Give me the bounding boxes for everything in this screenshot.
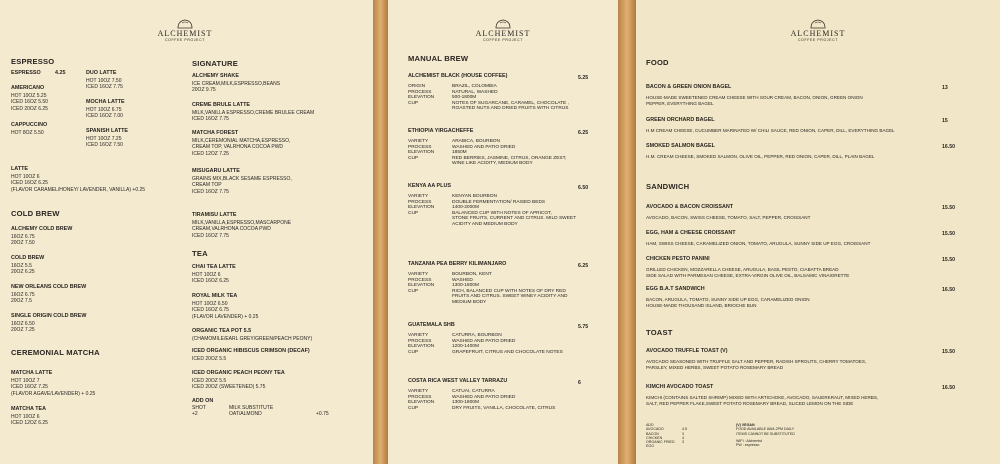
detail-row — [408, 106, 569, 112]
food-item-price: 15.50 — [942, 205, 955, 211]
item-sizes: ICED 20OZ 5.5 ICED 20OZ (SWEETENED) 5.75 — [192, 378, 266, 391]
detail-value: 1200-1400M — [452, 344, 479, 349]
addon-milk-price: +0.75 — [316, 411, 329, 417]
item-cappuccino: CAPPUCCINO — [11, 122, 48, 128]
legend-key: ORGANIC FRIED — [646, 440, 675, 445]
detail-value: STONE FRUITS, CURRENT AND CITRUS. MILD SWEET — [452, 216, 577, 221]
food-item-name: AVOCADO & BACON CROISSANT — [646, 204, 734, 210]
coffee-details — [408, 272, 567, 305]
detail-key: PROCESS — [408, 199, 432, 205]
detail-value: FRUITS AND CITRUS. SWEET WINEY ACIDITY AND — [452, 294, 568, 299]
legend-key: BACON — [646, 431, 659, 436]
item-spanish-latte-sizes: HOT 10OZ 7.25 ICED 16OZ 7.50 — [86, 136, 123, 149]
item-americano-sizes: HOT 10OZ 5.25 ICED 16OZ 5.50 ICED 20OZ 6.25 — [11, 93, 48, 112]
item-sizes: HOT 10OZ 6 ICED 12OZ 6.25 — [11, 414, 48, 427]
coffee-cup-icon — [175, 18, 195, 29]
detail-key: VARIETY — [408, 139, 429, 144]
detail-key: ELEVATION — [408, 205, 435, 210]
detail-value: WINE LIKE ACIDITY, MEDIUM BODY — [452, 161, 533, 166]
detail-key: PROCESS — [408, 277, 432, 283]
addon-milk: MILK SUBSTITUTE OAT/ALMOND — [229, 405, 274, 418]
wood-divider — [618, 0, 636, 464]
food-item-price: 13 — [942, 85, 948, 91]
coffee-name: KENYA AA PLUS — [408, 183, 451, 189]
section-title-sandwich: SANDWICH — [646, 182, 690, 191]
coffee-name: ALCHEMIST BLACK (HOUSE COFFEE) — [408, 73, 508, 79]
section-title-matcha: CEREMONIAL MATCHA — [11, 348, 100, 357]
item-sizes: 16OZ 6.75 20OZ 7.50 — [11, 234, 35, 247]
desc-line: H.M. CREAM CHEESE, SMOKED SALMON, OLIVE OIL, PEPPER, RED ONION, CAPER, DILL, PLAIN BAGEL — [646, 154, 875, 159]
item-sizes: HOT 10OZ 6.50 ICED 16OZ 6.75 (FLAVOR LAVENDER) + 0.25 — [192, 301, 259, 320]
detail-key: CUP — [408, 155, 419, 161]
item-new-orleans-cold-brew: NEW ORLEANS COLD BREW — [11, 284, 87, 290]
item-alchemy-shake: ALCHEMY SHAKE — [192, 73, 239, 79]
item-latte: LATTE — [11, 166, 28, 172]
legend-price: 3 — [682, 431, 684, 436]
addon-title: ADD ON — [192, 398, 214, 404]
coffee-name: ETHIOPIA YIRGACHEFFE — [408, 128, 474, 134]
desc-line: AVOCADO, BACON, SWISS CHEESE, TOMATO, SALT, PEPPER, CROISSANT — [646, 215, 811, 220]
legend-row — [646, 444, 687, 448]
item-desc: GRAINS MIX,BLACK SESAME ESPRESSO, CREAM TOP ICED 16OZ 7.75 — [192, 176, 292, 195]
brand-logo — [130, 18, 240, 42]
menu-page-food — [636, 0, 1000, 464]
detail-key: VARIETY — [408, 272, 429, 277]
item-duo-latte-sizes: HOT 10OZ 7.50 ICED 16OZ 7.75 — [86, 78, 123, 91]
desc-line: PEPPER, EVERYTHING BAGEL — [646, 100, 714, 106]
food-item-name: KIMCHI AVOCADO TOAST — [646, 384, 714, 390]
legend-key: EGG — [646, 444, 654, 449]
food-item-name: EGG B.A.T SANDWICH — [646, 286, 705, 292]
section-title-toast: TOAST — [646, 328, 673, 337]
coffee-price: 5.75 — [578, 324, 589, 330]
detail-value: WASHED AND PATIO DRIED — [452, 144, 516, 150]
detail-row — [408, 300, 567, 306]
food-item-name: CHICKEN PESTO PANINI — [646, 256, 710, 262]
addon-shot: SHOT +2 — [192, 405, 206, 418]
item-desc: (CHAMOMILE/EARL GREY/GREEN/PEACH PEONY) — [192, 336, 313, 342]
detail-value: 1300-1800M — [452, 283, 479, 288]
legend-price: 4 — [682, 435, 684, 440]
item-duo-latte: DUO LATTE — [86, 70, 117, 76]
detail-value: ROASTED NUTS AND DRIED FRUITS WITH CITRUS — [452, 106, 569, 111]
desc-line: HOUSE-MADE SWEETENED CREAM CHEESE WITH SOUR CREAM, BACON, ONION, GREEN ONION — [646, 95, 863, 100]
detail-key: ELEVATION — [408, 95, 435, 100]
detail-value: CATURRA, BOURBON — [452, 333, 502, 338]
detail-value: WASHED AND PATIO DRIED — [452, 394, 516, 400]
detail-value: BALANCED CUP WITH NOTES OF APRICOT, — [452, 210, 552, 216]
detail-key: ELEVATION — [408, 344, 435, 349]
section-title-manual-brew: MANUAL BREW — [408, 54, 469, 63]
menu-page-drinks — [0, 0, 373, 464]
section-title-tea: TEA — [192, 249, 208, 258]
coffee-price: 6.25 — [578, 130, 589, 136]
detail-value: RICH, BALANCED CUP WITH NOTES OF DRY RED — [452, 288, 566, 294]
desc-line: KIMCHI (CONTAINS SALTED SHRIMP) MIXED WITH ARTICHOKE, AVOCADO, SAUERKRAUT, MIXED HERBS, — [646, 395, 879, 400]
food-item-desc — [646, 215, 810, 221]
wood-divider — [373, 0, 388, 464]
detail-key — [408, 106, 452, 112]
food-item-price: 16.50 — [942, 144, 955, 150]
item-alchemy-cold-brew: ALCHEMY COLD BREW — [11, 226, 73, 232]
food-item-desc — [646, 267, 849, 278]
item-creme-brule-latte: CREME BRULE LATTE — [192, 102, 250, 108]
item-sizes: HOT 10OZ 6 ICED 16OZ 6.25 — [192, 272, 229, 285]
legend-price: 4.5 — [682, 427, 687, 432]
detail-value: BRAZIL, COLOMBIA — [452, 84, 497, 89]
food-item-name: SMOKED SALMON BAGEL — [646, 143, 715, 149]
brand-name: ALCHEMIST — [790, 29, 846, 38]
detail-key: CUP — [408, 210, 419, 216]
coffee-details — [408, 84, 569, 112]
detail-value: 1400-2000M — [452, 205, 479, 210]
detail-value: ACIDITY AND MEDIUM BODY — [452, 221, 518, 227]
brand-name: ALCHEMIST — [475, 29, 531, 38]
detail-key: ELEVATION — [408, 283, 435, 288]
detail-key — [408, 161, 452, 167]
coffee-price: 5.25 — [578, 75, 589, 81]
section-title-espresso: ESPRESSO — [11, 57, 55, 66]
item-sizes: 16OZ 6.50 20OZ 7.25 — [11, 321, 35, 334]
desc-line: SALT, RED PEPPER FLAKE,SWEET POTATO ROSEMARY BREAD, SLICED LEMON ON THE SIDE — [646, 400, 854, 406]
item-chai-tea-latte: CHAI TEA LATTE — [192, 264, 236, 270]
detail-key — [408, 300, 452, 306]
detail-key: CUP — [408, 349, 419, 355]
detail-value: 1850M — [452, 150, 467, 155]
food-item-name: AVOCADO TRUFFLE TOAST (V) — [646, 348, 728, 354]
detail-value: CATUAI, CATURRA — [452, 389, 495, 394]
item-hibiscus-crimson: ICED ORGANIC HIBISCUS CRIMSON (DECAF) — [192, 348, 310, 354]
coffee-name: GUATEMALA SHB — [408, 322, 455, 328]
food-item-name: GREEN ORCHARD BAGEL — [646, 117, 715, 123]
item-peach-peony-tea: ICED ORGANIC PEACH PEONY TEA — [192, 370, 285, 376]
item-spanish-latte: SPANISH LATTE — [86, 128, 129, 134]
coffee-price: 6 — [578, 380, 581, 386]
item-espresso-price: 4.25 — [55, 70, 66, 76]
detail-key: VARIETY — [408, 389, 429, 394]
coffee-cup-icon — [493, 18, 513, 29]
detail-key: VARIETY — [408, 194, 429, 199]
detail-key — [408, 222, 452, 228]
food-item-desc — [646, 297, 810, 308]
detail-value: 1300-1800M — [452, 400, 479, 405]
coffee-details — [408, 194, 576, 227]
item-espresso: ESPRESSO — [11, 70, 41, 76]
detail-value: DOUBLE FERMENTATION/ RAISED BEDS — [452, 199, 546, 205]
food-notes: (V) VEGAN FOOD AVAILABLE 8AM-2PM DAILY ITEMS CANNOT BE SUBSTITUTED WIFI : Alchemist PW : espresso — [736, 423, 795, 448]
desc-line: HAM, SWISS CHEESE, CARAMELIZED ONION, TOMATO, ARUGULA, SUNNY SIDE UP EGG, CROISSANT — [646, 241, 871, 246]
legend-key: AVOCADO — [646, 427, 664, 432]
food-item-name: BACON & GREEN ONION BAGEL — [646, 84, 732, 90]
item-desc: MILK,VANILLA,ESPRESSO,MASCARPONE CREAM,VALRHONA COCOA PWD ICED 16OZ 7.75 — [192, 220, 292, 239]
detail-key: CUP — [408, 405, 419, 411]
coffee-name: COSTA RICA WEST VALLEY TARRAZU — [408, 378, 508, 384]
item-cold-brew: COLD BREW — [11, 255, 45, 261]
desc-line: SIDE SALAD WITH PARMESAN CHEESE, EXTRA-VIRGIN OLIVE OIL, BALSAMIC VINAIGRETTE — [646, 272, 850, 278]
detail-value: GRAPEFRUIT, CITRUS AND CHOCOLATE NOTES — [452, 349, 563, 355]
desc-line: HOUSE-MADE THOUSAND ISLAND, BRIOCHE BUN — [646, 302, 757, 308]
brand-logo — [448, 18, 558, 42]
item-tiramisu-latte: TIRAMISU LATTE — [192, 212, 237, 218]
item-sizes: HOT 10OZ 7 ICED 16OZ 7.25 (FLAVOR AGAVE/LAVENDER) + 0.25 — [11, 378, 96, 397]
section-title-signature: SIGNATURE — [192, 59, 238, 68]
legend-key: ADD — [646, 423, 654, 427]
food-item-desc — [646, 241, 870, 247]
item-matcha-latte: MATCHA LATTE — [11, 370, 53, 376]
detail-key: ELEVATION — [408, 150, 435, 155]
food-item-desc — [646, 359, 866, 370]
item-latte-sizes: HOT 10OZ 6 ICED 16OZ 6.25 (FLAVOR CARAMEL/HONEY/ LAVENDER, VANILLA) +0.25 — [11, 174, 146, 193]
detail-value: DRY FRUITS, VANILLA, CHOCOLATE, CITRUS — [452, 405, 556, 411]
detail-key: CUP — [408, 100, 419, 106]
food-item-price: 16.50 — [942, 385, 955, 391]
coffee-price: 6.50 — [578, 185, 589, 191]
detail-key: PROCESS — [408, 144, 432, 150]
item-cappuccino-sizes: HOT 8OZ 5.50 — [11, 130, 44, 136]
coffee-price: 6.25 — [578, 263, 589, 269]
detail-value: RED BERRIES, JASMINE, CITRUS, ORANGE ZEST, — [452, 155, 567, 161]
food-item-desc — [646, 95, 863, 106]
item-mocha-latte-sizes: HOT 10OZ 6.75 ICED 16OZ 7.00 — [86, 107, 123, 120]
coffee-name: TANZANIA PEA BERRY KILIMANJARO — [408, 261, 507, 267]
brand-subtitle: COFFEE PROJECT — [165, 38, 205, 42]
detail-value: 500-1800M — [452, 95, 477, 100]
desc-line: H.M CREAM CHEESE, CUCUMBER MARINATED W/ CHILI SAUCE, RED ONION, CAPER, DILL, EVERYTHING BAGEL — [646, 128, 895, 133]
food-item-name: EGG, HAM & CHEESE CROISSANT — [646, 230, 736, 236]
detail-row — [408, 406, 555, 412]
food-item-price: 15.50 — [942, 349, 955, 355]
detail-key: ORIGIN — [408, 84, 426, 89]
item-desc: MILK,VANILLA ESPRESSO,CREME BRULEE CREAM ICED 16OZ 7.75 — [192, 110, 315, 123]
section-title-food: FOOD — [646, 58, 669, 67]
item-single-origin-cold-brew: SINGLE ORIGIN COLD BREW — [11, 313, 87, 319]
item-organic-tea-pot: ORGANIC TEA POT 5.5 — [192, 328, 252, 334]
menu-page-manual-brew — [388, 0, 618, 464]
item-matcha-tea: MATCHA TEA — [11, 406, 47, 412]
item-mocha-latte: MOCHA LATTE — [86, 99, 125, 105]
brand-subtitle: COFFEE PROJECT — [798, 38, 838, 42]
detail-value: WASHED — [452, 277, 473, 283]
desc-line: BACON, ARUGULA, TOMATO, SUNNY SIDE UP EGG, CARAMELIZED ONION — [646, 297, 810, 302]
food-item-desc — [646, 154, 874, 160]
brand-logo — [763, 18, 873, 42]
item-sizes: 16OZ 6.75 20OZ 7.5 — [11, 292, 35, 305]
detail-row — [408, 222, 576, 228]
item-misugaru-latte: MISUGARU LATTE — [192, 168, 240, 174]
item-royal-milk-tea: ROYAL MILK TEA — [192, 293, 238, 299]
detail-key: CUP — [408, 288, 419, 294]
detail-key: VARIETY — [408, 333, 429, 338]
addon-legend — [646, 423, 687, 449]
detail-key: ELEVATION — [408, 400, 435, 405]
detail-value: KENYAN BOURBON — [452, 194, 497, 199]
detail-key: PROCESS — [408, 394, 432, 400]
detail-row — [408, 161, 566, 167]
item-desc: MILK,CEREMONIAL MATCHA,ESPRESSO, CREAM TOP, VALRHONA COCOA PWD ICED 12OZ 7.25 — [192, 138, 291, 157]
item-americano: AMERICANO — [11, 85, 45, 91]
section-title-cold-brew: COLD BREW — [11, 209, 60, 218]
food-item-price: 15.50 — [942, 257, 955, 263]
detail-row — [408, 350, 563, 356]
legend-price: 3 — [682, 440, 684, 445]
desc-line: PARSLEY, MIXED HERBS, SWEET POTATO ROSEMARY BREAD — [646, 364, 784, 370]
item-matcha-forest: MATCHA FOREST — [192, 130, 239, 136]
coffee-cup-icon — [808, 18, 828, 29]
detail-value: NATURAL, WASHED — [452, 89, 498, 95]
food-item-price: 16.50 — [942, 287, 955, 293]
brand-subtitle: COFFEE PROJECT — [483, 38, 523, 42]
detail-value: ARABICA, BOURBON — [452, 139, 500, 144]
coffee-details — [408, 333, 563, 355]
coffee-details — [408, 389, 555, 411]
desc-line: AVOCADO SEASONED WITH TRUFFLE SALT AND PEPPER, RADISH SPROUTS, CHERRY TOMATOES, — [646, 359, 867, 364]
brand-name: ALCHEMIST — [157, 29, 213, 38]
detail-value: NOTES OF SUGARCANE, CARAMEL, CHOCOLATE , — [452, 100, 569, 106]
detail-value: BOURBON, KENT — [452, 272, 492, 277]
item-desc: ICE CREAM,MILK,ESPRESSO,BEANS 20OZ 9.75 — [192, 81, 281, 94]
food-item-desc — [646, 128, 895, 134]
desc-line: GRILLED CHICKEN, MOZZARELLA CHEESE, ARUGULA, BASIL PESTO, CIABATTA BREAD — [646, 267, 839, 272]
detail-key: PROCESS — [408, 338, 432, 344]
detail-value: MEDIUM BODY — [452, 299, 487, 305]
detail-key: PROCESS — [408, 89, 432, 95]
legend-key: CHICKEN — [646, 435, 663, 440]
food-item-price: 15 — [942, 118, 948, 124]
coffee-details — [408, 139, 566, 167]
food-item-desc — [646, 395, 878, 406]
food-item-price: 15.50 — [942, 231, 955, 237]
detail-value: WASHED AND PATIO DRIED — [452, 338, 516, 344]
item-sizes: 16OZ 5.5 20OZ 6.25 — [11, 263, 35, 276]
item-sizes: ICED 20OZ 5.5 — [192, 356, 227, 362]
